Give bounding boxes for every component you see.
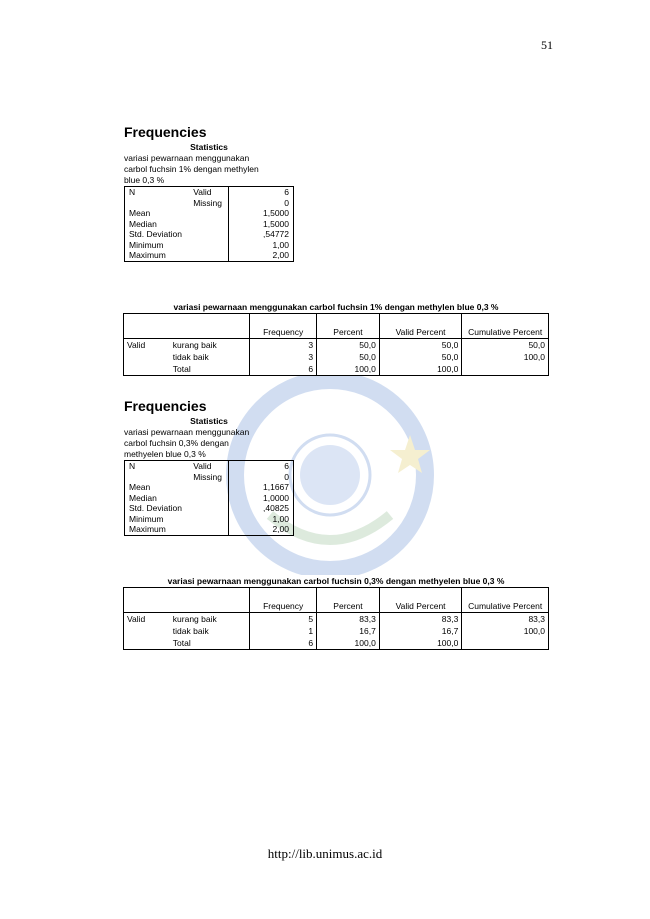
table-cell: kurang baik	[170, 339, 250, 352]
stat-sublabel	[189, 229, 228, 240]
column-header	[124, 314, 170, 339]
table-row	[124, 351, 549, 363]
stat-sublabel	[189, 219, 228, 230]
stat-label: Maximum	[129, 250, 166, 260]
stat-label	[125, 198, 190, 209]
stat-label: Mean	[129, 208, 151, 218]
table-cell	[124, 351, 170, 363]
table-cell: 50,0	[379, 339, 462, 352]
table-cell: 83,3	[317, 613, 380, 626]
table-cell: tidak baik	[170, 351, 250, 363]
frequencies-title: Frequencies	[124, 398, 207, 414]
column-header: Cumulative Percent	[462, 314, 549, 339]
statistics-table	[124, 186, 294, 262]
table-cell: Total	[170, 363, 250, 376]
statistics-block	[124, 416, 294, 536]
table-cell: 3	[250, 339, 317, 352]
frequencies-title: Frequencies	[124, 124, 207, 140]
statistics-table	[124, 460, 294, 536]
stat-label: Minimum	[129, 513, 164, 524]
stat-value: 1,1667	[229, 482, 294, 493]
statistics-variable-line: blue 0,3 %	[124, 175, 165, 185]
table-cell	[124, 625, 170, 637]
table-cell: 5	[250, 613, 317, 626]
column-header: Frequency	[250, 314, 317, 339]
table-row	[125, 461, 294, 472]
statistics-heading: Statistics	[190, 142, 228, 152]
table-cell: 50,0	[379, 351, 462, 363]
table-cell: 16,7	[379, 625, 462, 637]
statistics-variable-line: variasi pewarnaan menggunakan	[124, 427, 250, 437]
stat-sublabel	[189, 250, 228, 261]
table-cell	[124, 363, 170, 376]
stat-sublabel	[189, 503, 228, 514]
stat-value: ,40825	[229, 503, 294, 514]
stat-value: 1,00	[229, 514, 294, 525]
stat-value: 0	[229, 472, 294, 483]
stat-label: Maximum	[129, 524, 166, 534]
statistics-variable-line: methyelen blue 0,3 %	[124, 449, 206, 459]
table-cell: 100,0	[523, 625, 545, 636]
stat-label: Minimum	[129, 239, 164, 250]
table-row	[124, 637, 549, 650]
stat-label: Median	[129, 492, 157, 503]
table-cell	[124, 637, 170, 650]
table-row	[124, 613, 549, 626]
page-number: 51	[541, 38, 553, 52]
stat-value: ,54772	[229, 229, 294, 240]
table-cell: 100,0	[379, 637, 462, 650]
column-header: Valid Percent	[379, 314, 462, 339]
statistics-block	[124, 142, 294, 262]
column-header: Percent	[317, 314, 380, 339]
stat-sublabel: Missing	[193, 471, 222, 482]
table-cell: 3	[250, 351, 317, 363]
stat-sublabel	[189, 524, 228, 535]
column-header	[170, 314, 250, 339]
table-row	[125, 187, 294, 198]
table-header-row	[124, 588, 549, 613]
column-header	[170, 588, 250, 613]
frequency-table	[123, 587, 549, 650]
stat-value: 2,00	[229, 250, 294, 261]
column-header: Percent	[317, 588, 380, 613]
stat-sublabel: Valid	[193, 187, 212, 197]
stat-label	[125, 472, 190, 483]
table-row	[125, 514, 294, 525]
statistics-heading: Statistics	[190, 416, 228, 426]
frequency-table-title: variasi pewarnaan menggunakan carbol fuchsin 1% dengan methylen blue 0,3 %	[173, 302, 499, 312]
table-cell: 16,7	[317, 625, 380, 637]
column-header	[124, 588, 170, 613]
table-cell: Total	[170, 637, 250, 650]
table-row	[125, 472, 294, 483]
table-row	[125, 240, 294, 251]
table-cell: 100,0	[379, 363, 462, 376]
column-header: Frequency	[250, 588, 317, 613]
table-cell: Valid	[127, 339, 146, 350]
stat-sublabel	[189, 208, 228, 219]
stat-sublabel	[189, 240, 228, 251]
table-cell	[462, 637, 549, 650]
frequency-table	[123, 313, 549, 376]
stat-label: N	[129, 461, 136, 471]
stat-sublabel	[189, 514, 228, 525]
table-header-row	[124, 314, 549, 339]
statistics-variable-line: carbol fuchsin 0,3% dengan	[124, 438, 229, 448]
stat-value: 6	[229, 187, 294, 198]
table-row	[125, 229, 294, 240]
table-row	[125, 493, 294, 504]
table-cell: 100,0	[317, 637, 380, 650]
column-header: Cumulative Percent	[462, 588, 549, 613]
stat-label: Std. Deviation	[129, 229, 182, 239]
stat-value: 1,5000	[229, 219, 294, 230]
table-row	[124, 339, 549, 352]
column-header: Valid Percent	[379, 588, 462, 613]
table-row	[124, 363, 549, 376]
stat-value: 1,00	[229, 240, 294, 251]
table-row	[125, 524, 294, 535]
stat-value: 2,00	[229, 524, 294, 535]
table-cell	[462, 363, 549, 376]
table-cell: 6	[250, 637, 317, 650]
table-cell: 50,0	[317, 339, 380, 352]
stat-value: 1,5000	[229, 208, 294, 219]
table-cell: 83,3	[528, 613, 545, 624]
table-cell: 50,0	[317, 351, 380, 363]
table-cell: kurang baik	[170, 613, 250, 626]
footer-url: http://lib.unimus.ac.id	[267, 846, 383, 861]
table-row	[125, 208, 294, 219]
stat-value: 6	[229, 461, 294, 472]
table-cell: 100,0	[317, 363, 380, 376]
statistics-variable-line: variasi pewarnaan menggunakan	[124, 153, 250, 163]
table-row	[125, 250, 294, 261]
stat-value: 1,0000	[229, 493, 294, 504]
table-row	[124, 625, 549, 637]
table-row	[125, 482, 294, 493]
table-cell: tidak baik	[170, 625, 250, 637]
table-row	[125, 219, 294, 230]
table-cell: 1	[250, 625, 317, 637]
stat-sublabel: Missing	[193, 197, 222, 208]
stat-value: 0	[229, 198, 294, 209]
stat-label: Median	[129, 218, 157, 229]
stat-sublabel	[189, 482, 228, 493]
statistics-variable-line: carbol fuchsin 1% dengan methylen	[124, 164, 259, 174]
table-cell: 83,3	[379, 613, 462, 626]
table-cell: 100,0	[523, 351, 545, 362]
table-row	[125, 198, 294, 209]
frequency-table-title: variasi pewarnaan menggunakan carbol fuchsin 0,3% dengan methyelen blue 0,3 %	[167, 576, 505, 586]
table-cell: 6	[250, 363, 317, 376]
stat-sublabel	[189, 493, 228, 504]
table-cell: 50,0	[528, 339, 545, 350]
table-row	[125, 503, 294, 514]
stat-label: Mean	[129, 482, 151, 492]
table-cell: Valid	[127, 613, 146, 624]
stat-label: Std. Deviation	[129, 503, 182, 513]
stat-label: N	[129, 187, 136, 197]
stat-sublabel: Valid	[193, 461, 212, 471]
